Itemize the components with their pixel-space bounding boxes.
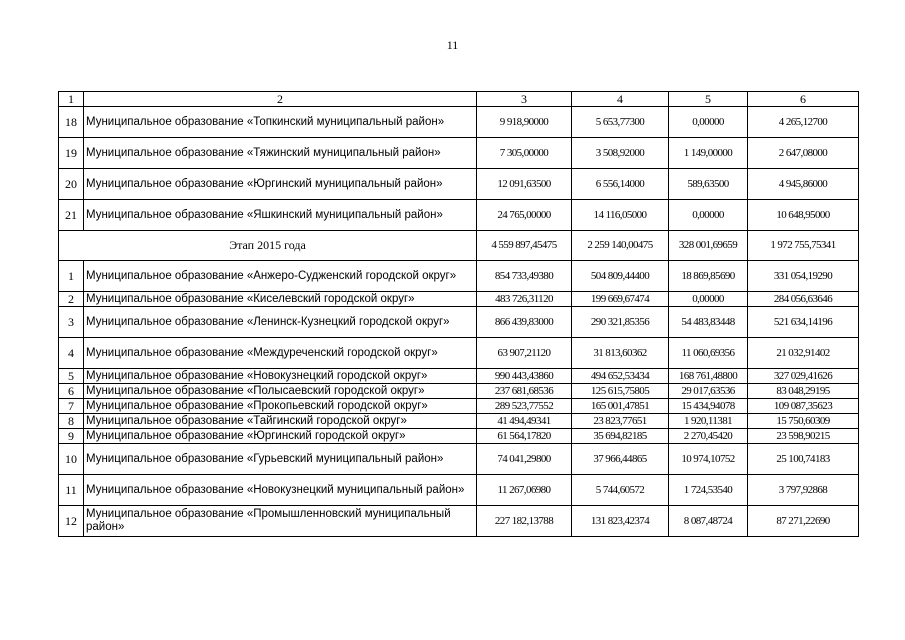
- total-value: 9 918,90000: [477, 107, 572, 138]
- row-number: 9: [59, 429, 84, 444]
- stage-total-value: 4 559 897,45475: [477, 231, 572, 261]
- col5-value: 0,00000: [669, 292, 748, 307]
- municipality-name: Муниципальное образование «Топкинский муниципальный район»: [84, 107, 477, 138]
- row-number: 7: [59, 399, 84, 414]
- municipality-name: Муниципальное образование «Новокузнецкий муниципальный район»: [84, 475, 477, 506]
- table-row: [59, 307, 859, 338]
- col4-value: 3 508,92000: [572, 138, 669, 169]
- row-number: 19: [59, 138, 84, 169]
- row-number: 12: [59, 506, 84, 537]
- table-row: [59, 444, 859, 475]
- table-body: [59, 92, 859, 537]
- municipality-name: Муниципальное образование «Тайгинский городской округ»: [84, 414, 477, 429]
- total-value: 41 494,49341: [477, 414, 572, 429]
- col6-value: 331 054,19290: [748, 261, 859, 292]
- header-cell: 5: [669, 92, 748, 107]
- col4-value: 504 809,44400: [572, 261, 669, 292]
- table-row: [59, 292, 859, 307]
- col4-value: 37 966,44865: [572, 444, 669, 475]
- municipality-name: Муниципальное образование «Гурьевский муниципальный район»: [84, 444, 477, 475]
- col5-value: 1 149,00000: [669, 138, 748, 169]
- municipality-name: Муниципальное образование «Яшкинский муниципальный район»: [84, 200, 477, 231]
- col6-value: 284 056,63646: [748, 292, 859, 307]
- municipality-name: Муниципальное образование «Полысаевский городской округ»: [84, 384, 477, 399]
- col4-value: 5 744,60572: [572, 475, 669, 506]
- municipality-name: Муниципальное образование «Междуреченский городской округ»: [84, 338, 477, 369]
- table-row: [59, 414, 859, 429]
- municipality-name: Муниципальное образование «Прокопьевский городской округ»: [84, 399, 477, 414]
- col6-value: 83 048,29195: [748, 384, 859, 399]
- header-cell: 3: [477, 92, 572, 107]
- table-row: [59, 384, 859, 399]
- municipality-name: Муниципальное образование «Киселевский городской округ»: [84, 292, 477, 307]
- municipality-name: Муниципальное образование «Новокузнецкий городской округ»: [84, 369, 477, 384]
- col5-value: 8 087,48724: [669, 506, 748, 537]
- total-value: 61 564,17820: [477, 429, 572, 444]
- col4-value: 125 615,75805: [572, 384, 669, 399]
- col6-value: 25 100,74183: [748, 444, 859, 475]
- page-number: 11: [446, 38, 459, 52]
- municipality-name: Муниципальное образование «Анжеро-Судженский городской округ»: [84, 261, 477, 292]
- col6-value: 87 271,22690: [748, 506, 859, 537]
- total-value: 12 091,63500: [477, 169, 572, 200]
- col4-value: 5 653,77300: [572, 107, 669, 138]
- total-value: 990 443,43860: [477, 369, 572, 384]
- municipality-name: Муниципальное образование «Тяжинский муниципальный район»: [84, 138, 477, 169]
- col6-value: 3 797,92868: [748, 475, 859, 506]
- col6-value: 521 634,14196: [748, 307, 859, 338]
- table-row: [59, 169, 859, 200]
- row-number: 10: [59, 444, 84, 475]
- row-number: 18: [59, 107, 84, 138]
- col5-value: 11 060,69356: [669, 338, 748, 369]
- col5-value: 1 724,53540: [669, 475, 748, 506]
- col5-value: 29 017,63536: [669, 384, 748, 399]
- col5-value: 15 434,94078: [669, 399, 748, 414]
- col6-value: 4 945,86000: [748, 169, 859, 200]
- header-cell: 4: [572, 92, 669, 107]
- table-row: [59, 475, 859, 506]
- col6-value: 23 598,90215: [748, 429, 859, 444]
- total-value: 866 439,83000: [477, 307, 572, 338]
- col5-value: 54 483,83448: [669, 307, 748, 338]
- col6-value: 15 750,60309: [748, 414, 859, 429]
- col5-value: 10 974,10752: [669, 444, 748, 475]
- row-number: 5: [59, 369, 84, 384]
- col4-value: 6 556,14000: [572, 169, 669, 200]
- stage-col4-value: 2 259 140,00475: [572, 231, 669, 261]
- budget-table: [58, 91, 859, 537]
- col6-value: 4 265,12700: [748, 107, 859, 138]
- total-value: 24 765,00000: [477, 200, 572, 231]
- table-row: [59, 138, 859, 169]
- col5-value: 168 761,48800: [669, 369, 748, 384]
- table-row: [59, 338, 859, 369]
- col5-value: 1 920,11381: [669, 414, 748, 429]
- header-cell: 1: [59, 92, 84, 107]
- col6-value: 21 032,91402: [748, 338, 859, 369]
- row-number: 1: [59, 261, 84, 292]
- col4-value: 131 823,42374: [572, 506, 669, 537]
- stage-label: Этап 2015 года: [59, 231, 477, 261]
- stage-total-row: [59, 231, 859, 261]
- col4-value: 14 116,05000: [572, 200, 669, 231]
- total-value: 7 305,00000: [477, 138, 572, 169]
- municipality-name: Муниципальное образование «Юргинский городской округ»: [84, 429, 477, 444]
- col4-value: 494 652,53434: [572, 369, 669, 384]
- municipality-name: Муниципальное образование «Промышленновский муниципальный район»: [84, 506, 477, 537]
- total-value: 11 267,06980: [477, 475, 572, 506]
- table-row: [59, 429, 859, 444]
- row-number: 4: [59, 338, 84, 369]
- stage-col5-value: 328 001,69659: [669, 231, 748, 261]
- col5-value: 18 869,85690: [669, 261, 748, 292]
- col6-value: 109 087,35623: [748, 399, 859, 414]
- col4-value: 199 669,67474: [572, 292, 669, 307]
- total-value: 854 733,49380: [477, 261, 572, 292]
- row-number: 8: [59, 414, 84, 429]
- row-number: 21: [59, 200, 84, 231]
- col6-value: 10 648,95000: [748, 200, 859, 231]
- col4-value: 31 813,60362: [572, 338, 669, 369]
- col6-value: 327 029,41626: [748, 369, 859, 384]
- table-row: [59, 200, 859, 231]
- col6-value: 2 647,08000: [748, 138, 859, 169]
- col5-value: 0,00000: [669, 200, 748, 231]
- total-value: 483 726,31120: [477, 292, 572, 307]
- table-row: [59, 506, 859, 537]
- row-number: 6: [59, 384, 84, 399]
- stage-col6-value: 1 972 755,75341: [748, 231, 859, 261]
- table-row: [59, 107, 859, 138]
- row-number: 2: [59, 292, 84, 307]
- row-number: 20: [59, 169, 84, 200]
- total-value: 63 907,21120: [477, 338, 572, 369]
- col5-value: 589,63500: [669, 169, 748, 200]
- col5-value: 2 270,45420: [669, 429, 748, 444]
- table-header-row: [59, 92, 859, 107]
- row-number: 3: [59, 307, 84, 338]
- table-row: [59, 369, 859, 384]
- col4-value: 165 001,47851: [572, 399, 669, 414]
- row-number: 11: [59, 475, 84, 506]
- municipality-name: Муниципальное образование «Ленинск-Кузнецкий городской округ»: [84, 307, 477, 338]
- total-value: 227 182,13788: [477, 506, 572, 537]
- col4-value: 23 823,77651: [572, 414, 669, 429]
- header-cell: 6: [748, 92, 859, 107]
- table-row: [59, 261, 859, 292]
- total-value: 237 681,68536: [477, 384, 572, 399]
- total-value: 74 041,29800: [477, 444, 572, 475]
- col5-value: 0,00000: [669, 107, 748, 138]
- col4-value: 290 321,85356: [572, 307, 669, 338]
- total-value: 289 523,77552: [477, 399, 572, 414]
- municipality-name: Муниципальное образование «Юргинский муниципальный район»: [84, 169, 477, 200]
- header-cell: 2: [84, 92, 477, 107]
- col4-value: 35 694,82185: [572, 429, 669, 444]
- table-row: [59, 399, 859, 414]
